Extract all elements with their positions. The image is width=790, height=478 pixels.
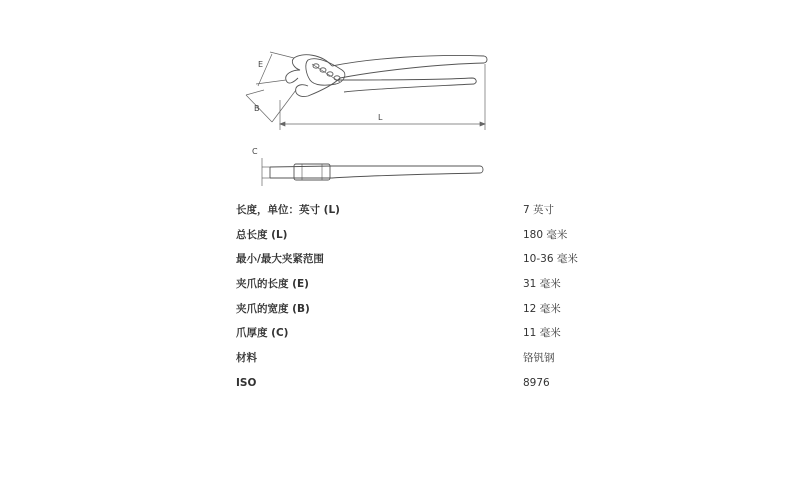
spec-value: 7 英寸 xyxy=(523,204,555,216)
spec-value: 10-36 毫米 xyxy=(523,253,578,266)
spec-row xyxy=(236,247,636,272)
dim-c-label: C xyxy=(252,147,258,156)
spec-row xyxy=(236,272,636,297)
dimension-l xyxy=(280,64,485,130)
spec-label: 最小/最大夹紧范围 xyxy=(236,253,324,266)
pliers-technical-drawing xyxy=(232,40,502,190)
spec-table xyxy=(236,198,636,396)
spec-label: ISO xyxy=(236,376,257,389)
spec-label: 夹爪的宽度 (B) xyxy=(236,302,310,315)
spec-value: 8976 xyxy=(523,376,550,389)
spec-label: 总长度 (L) xyxy=(236,228,288,241)
dimension-e xyxy=(256,52,294,86)
dim-l-label: L xyxy=(378,113,383,122)
pliers-side-view xyxy=(270,164,483,180)
spec-label: 爪厚度 (C) xyxy=(236,327,289,340)
spec-value: 铬钒钢 xyxy=(523,352,555,365)
dimension-c xyxy=(262,158,270,186)
spec-label: 夹爪的长度 (E) xyxy=(236,278,309,291)
spec-row xyxy=(236,346,636,371)
spec-row xyxy=(236,198,636,223)
spec-value: 180 毫米 xyxy=(523,228,568,241)
spec-label: 材料 xyxy=(236,352,257,365)
spec-value: 31 毫米 xyxy=(523,278,561,291)
spec-row xyxy=(236,321,636,346)
spec-row xyxy=(236,371,636,396)
spec-row xyxy=(236,223,636,248)
pliers-top-view xyxy=(286,55,487,97)
dim-b-label: B xyxy=(254,104,260,113)
spec-row xyxy=(236,297,636,322)
spec-value: 11 毫米 xyxy=(523,327,561,340)
dim-e-label: E xyxy=(258,60,264,69)
spec-value: 12 毫米 xyxy=(523,302,561,315)
spec-label: 长度，单位：英寸 (L) xyxy=(236,204,340,216)
